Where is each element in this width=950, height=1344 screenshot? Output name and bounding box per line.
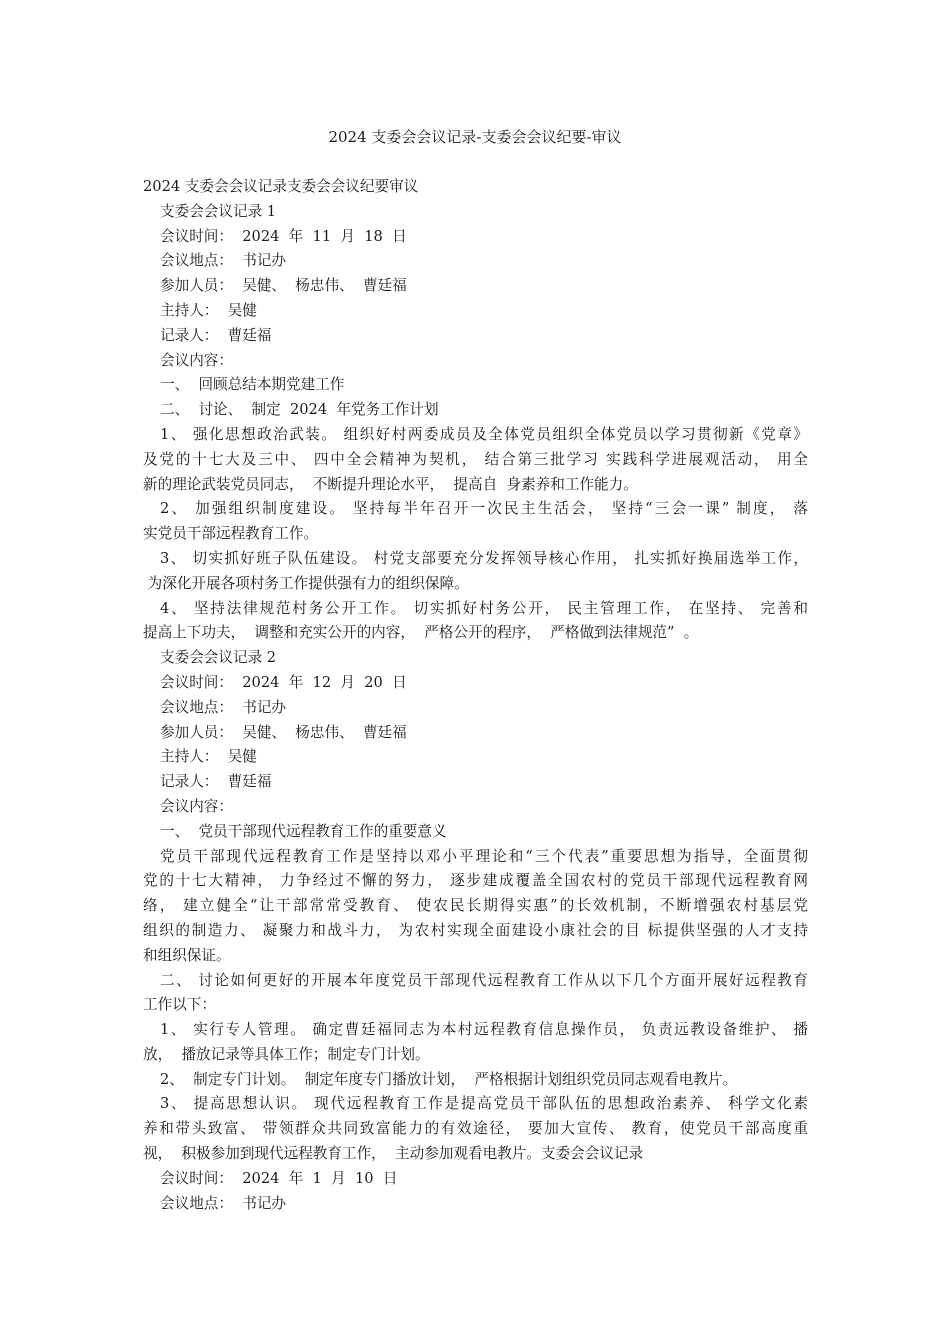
text-line: 会议内容： — [160, 797, 233, 815]
text-line: 会议内容： — [160, 351, 233, 369]
text-line: 一、 回顾总结本期党建工作 — [160, 376, 345, 394]
text-line: 主持人： 吴健 — [160, 301, 257, 319]
text-line: 党的十七大精神， 力争经过不懈的努力， 逐步建成覆盖全国农村的党员干部现代远程教育网 — [143, 872, 808, 890]
text-line: 二、 讨论如何更好的开展本年度党员干部现代远程教育工作从以下几个方面开展好远程教育 — [160, 971, 808, 989]
text-line: 1、 强化思想政治武装。 组织好村两委成员及全体党员组织全体党员以学习贯彻新《党章》 — [160, 425, 808, 443]
text-line: 和组织保证。 — [143, 946, 231, 964]
document-body — [143, 175, 808, 1216]
text-line: 及党的十七大及三中、 四中全会精神为契机， 结合第三批学习 实践科学进展观活动， 用全 — [143, 450, 808, 468]
text-line: 为深化开展各项村务工作提供强有力的组织保障。 — [143, 574, 469, 592]
text-line: 3、 提高思想认识。 现代远程教育工作是提高党员干部队伍的思想政治素养、 科学文化素 — [160, 1095, 808, 1113]
text-line: 一、 党员干部现代远程教育工作的重要意义 — [160, 822, 447, 840]
text-line: 记录人： 曹廷福 — [160, 326, 272, 344]
text-line: 视， 积极参加到现代远程教育工作， 主动参加观看电教片。支委会会议记录 — [143, 1145, 644, 1163]
text-line: 参加人员： 吴健、 杨忠伟、 曹廷福 — [160, 277, 407, 295]
document-title: 2024 支委会会议记录-支委会会议纪要-审议 — [328, 128, 622, 146]
text-line: 会议时间： 2024 年 11 月 18 日 — [160, 227, 407, 245]
text-line: 1、 实行专人管理。 确定曹廷福同志为本村远程教育信息操作员， 负责远教设备维护、 播 — [160, 1021, 808, 1039]
text-line: 支委会会议记录 2 — [160, 649, 277, 667]
text-line: 2、 制定专门计划。 制定年度专门播放计划， 严格根据计划组织党员同志观看电教片。 — [160, 1070, 738, 1088]
text-line: 会议时间： 2024 年 12 月 20 日 — [160, 673, 407, 691]
text-line: 记录人： 曹廷福 — [160, 773, 272, 791]
text-line: 参加人员： 吴健、 杨忠伟、 曹廷福 — [160, 723, 407, 741]
text-line: 会议地点： 书记办 — [160, 252, 287, 270]
text-line: 提高上下功夫， 调整和充实公开的内容， 严格公开的程序， 严格做到法律规范” 。 — [143, 624, 699, 642]
text-line: 新的理论武装党员同志， 不断提升理论水平， 提高自 身素养和工作能力。 — [143, 475, 638, 493]
text-line: 会议地点： 书记办 — [160, 698, 287, 716]
text-line: 2024 支委会会议记录支委会会议纪要审议 — [143, 178, 419, 195]
text-line: 养和带头致富、 带领群众共同致富能力的有效途径， 要加大宣传、 教育，使党员干部高度重 — [143, 1120, 808, 1138]
text-line: 实党员干部远程教育工作。 — [143, 525, 319, 543]
text-line: 主持人： 吴健 — [160, 748, 257, 766]
text-line: 党员干部现代远程教育工作是坚持以邓小平理论和“三个代表”重要思想为指导，全面贯彻 — [160, 847, 808, 865]
text-line: 络， 建立健全“让干部常常受教育、 使农民长期得实惠”的长效机制，不断增强农村基层党 — [143, 897, 808, 915]
text-line: 3、 切实抓好班子队伍建设。 村党支部要充分发挥领导核心作用， 扎实抓好换届选举工作， — [160, 549, 808, 567]
text-line: 二、 讨论、 制定 2024 年党务工作计划 — [160, 401, 439, 419]
text-line: 2、 加强组织制度建设。 坚持每半年召开一次民主生活会， 坚持“三会一课” 制度， 落 — [160, 500, 808, 518]
text-line: 会议地点： 书记办 — [160, 1194, 287, 1212]
text-line: 4、 坚持法律规范村务公开工作。 切实抓好村务公开， 民主管理工作， 在坚持、 完善和 — [160, 599, 808, 617]
text-line: 放， 播放记录等具体工作；制定专门计划。 — [143, 1045, 430, 1063]
text-line: 会议时间： 2024 年 1 月 10 日 — [160, 1169, 398, 1187]
text-line: 支委会会议记录 1 — [160, 202, 277, 220]
text-line: 工作以下： — [143, 996, 216, 1014]
text-line: 组织的制造力、 凝聚力和战斗力， 为农村实现全面建设小康社会的目 标提供坚强的人才支持 — [143, 921, 808, 939]
